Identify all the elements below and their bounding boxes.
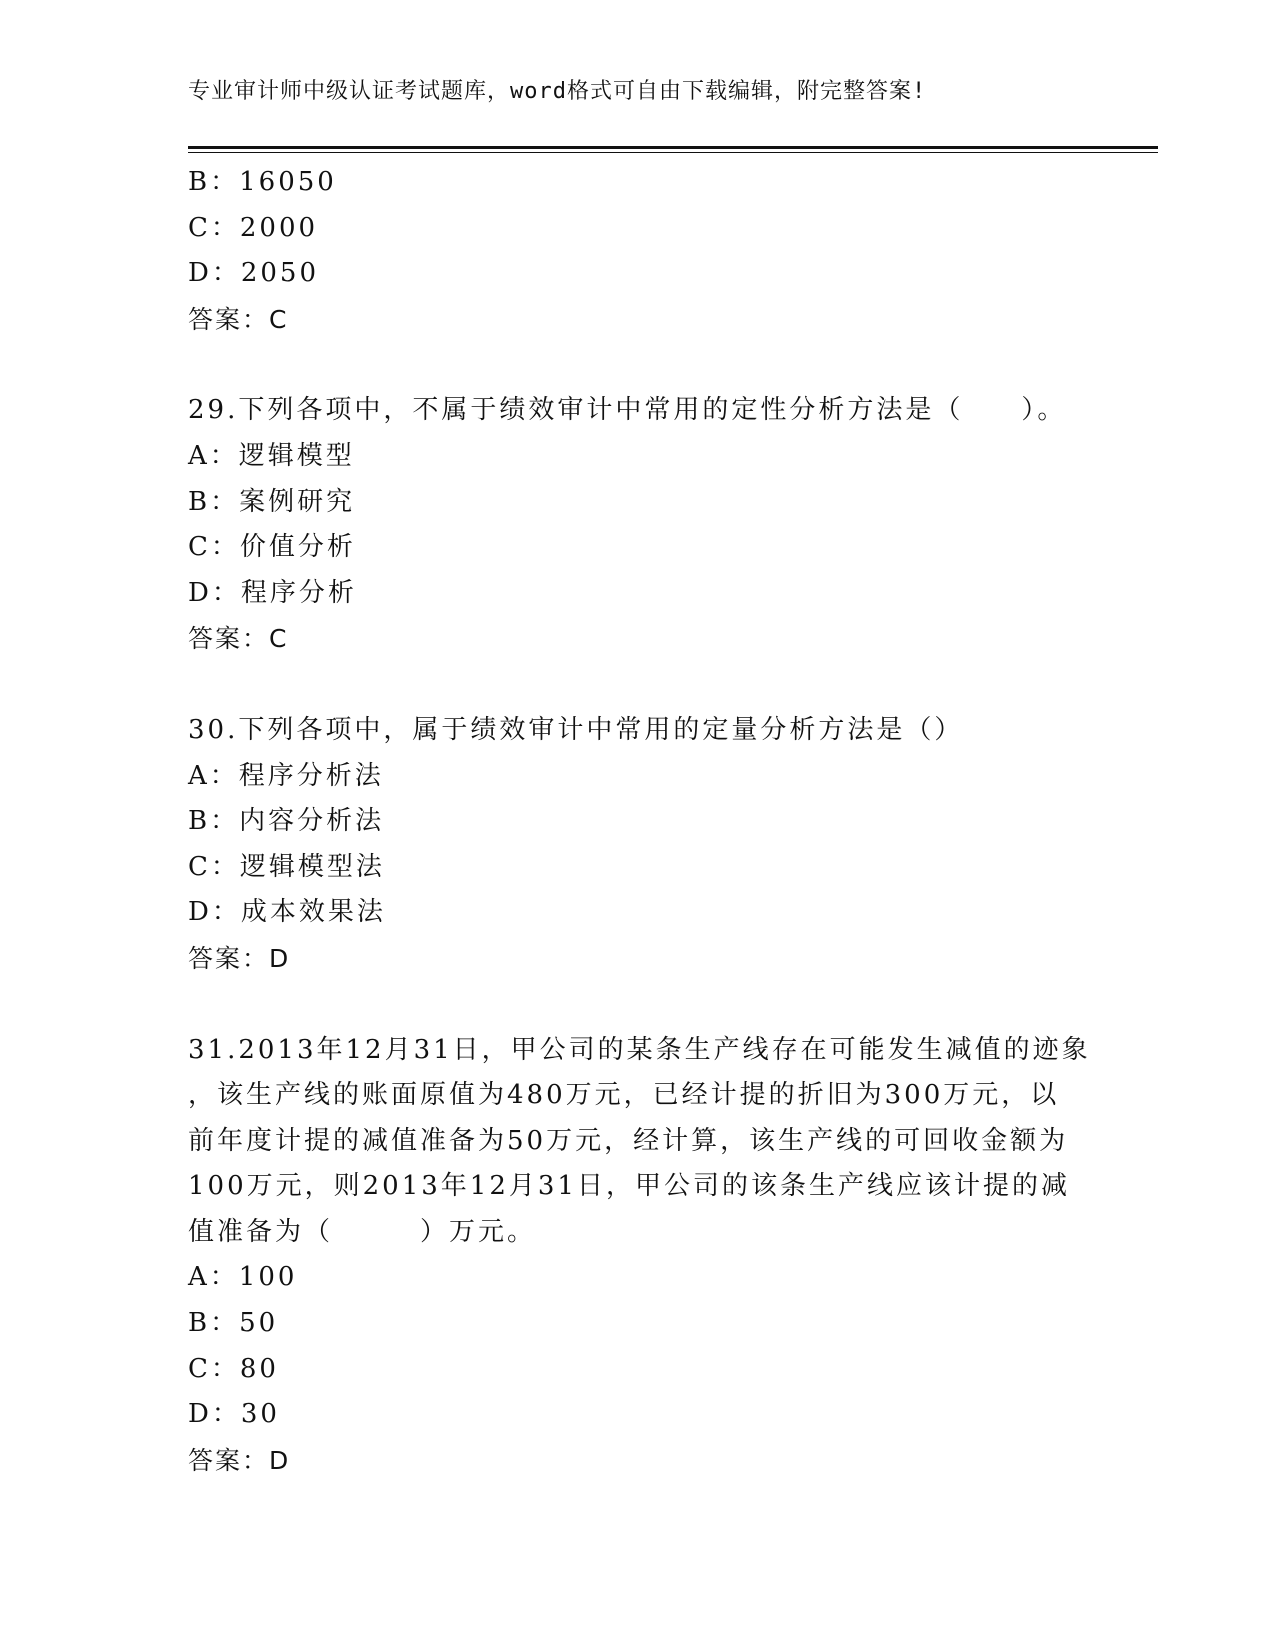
question-30 bbox=[188, 708, 1088, 982]
option-b: B：16050 bbox=[188, 167, 337, 197]
option-c: C：价值分析 bbox=[188, 532, 356, 563]
header-rule-thin bbox=[188, 152, 1158, 153]
option-b: B：案例研究 bbox=[188, 486, 356, 517]
answer-line: 答案：C bbox=[188, 304, 289, 334]
option-a: A：逻辑模型 bbox=[188, 440, 355, 471]
option-c: C：2000 bbox=[188, 212, 319, 243]
answer-line: 答案：D bbox=[188, 943, 291, 973]
option-c: C：80 bbox=[188, 1353, 279, 1384]
question-stem-line: 100万元，则2013年12月31日，甲公司的该条生产线应该计提的减 bbox=[188, 1171, 1070, 1202]
option-c: C：逻辑模型法 bbox=[188, 851, 385, 882]
spacer bbox=[188, 662, 1088, 708]
question-stem-line: 值准备为（ ）万元。 bbox=[188, 1216, 537, 1247]
option-b: B：内容分析法 bbox=[188, 806, 385, 837]
header-rule-thick bbox=[188, 146, 1158, 149]
question-stem: 30.下列各项中，属于绩效审计中常用的定量分析方法是（） bbox=[188, 714, 964, 745]
question-28-tail bbox=[188, 160, 1088, 342]
question-stem: 29.下列各项中，不属于绩效审计中常用的定性分析方法是（ ）。 bbox=[188, 395, 1067, 426]
page-header-title: 专业审计师中级认证考试题库，word格式可自由下载编辑，附完整答案! bbox=[188, 79, 927, 104]
question-29 bbox=[188, 388, 1088, 662]
answer-line: 答案：D bbox=[188, 1445, 291, 1475]
spacer bbox=[188, 982, 1088, 1028]
option-b: B：50 bbox=[188, 1308, 279, 1339]
option-a: A：程序分析法 bbox=[188, 760, 384, 791]
question-stem-line: 31.2013年12月31日，甲公司的某条生产线存在可能发生减值的迹象 bbox=[188, 1034, 1091, 1065]
option-d: D：30 bbox=[188, 1399, 280, 1430]
option-d: D：程序分析 bbox=[188, 577, 357, 608]
question-stem-line: 前年度计提的减值准备为50万元，经计算，该生产线的可回收金额为 bbox=[188, 1125, 1069, 1156]
spacer bbox=[188, 342, 1088, 388]
option-a: A：100 bbox=[188, 1262, 298, 1293]
question-content bbox=[188, 160, 1091, 1483]
answer-line: 答案：C bbox=[188, 624, 289, 654]
option-d: D：2050 bbox=[188, 258, 320, 289]
question-31 bbox=[188, 1028, 1091, 1484]
question-stem-line: ，该生产线的账面原值为480万元，已经计提的折旧为300万元，以 bbox=[188, 1080, 1060, 1111]
option-d: D：成本效果法 bbox=[188, 897, 386, 928]
